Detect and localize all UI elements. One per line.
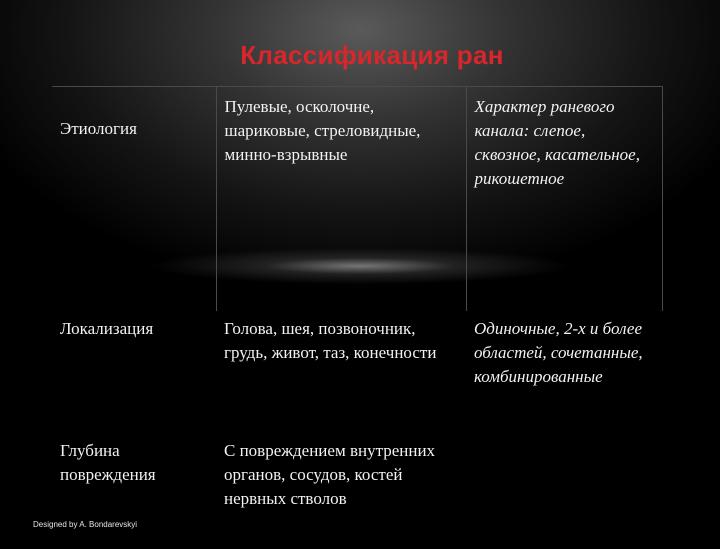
row-label: Локализация bbox=[60, 319, 154, 338]
row-types: С повреждением внутренних органов, сосудов, костей нервных стволов bbox=[224, 441, 436, 508]
row-details bbox=[466, 433, 662, 549]
table-row bbox=[52, 311, 662, 433]
table-row bbox=[52, 87, 662, 312]
row-details: Одиночные, 2-х и более областей, сочетанные, комбинированные bbox=[474, 319, 643, 386]
table-row bbox=[52, 433, 662, 549]
slide-title: Классификация ран bbox=[240, 40, 504, 70]
designer-credit: Designed by A. Bondarevskyi bbox=[33, 520, 138, 529]
row-details: Характер раневого канала: слепое, сквозное, касательное, рикошетное bbox=[466, 87, 662, 312]
row-label: Глубина повреждения bbox=[60, 441, 156, 484]
row-label: Этиология bbox=[52, 87, 216, 312]
row-types: Голова, шея, позвоночник, грудь, живот, таз, конечности bbox=[224, 319, 437, 362]
row-types: Пулевые, осколочне, шариковые, стреловидные, минно-взрывные bbox=[216, 87, 466, 312]
classification-table bbox=[52, 86, 663, 549]
